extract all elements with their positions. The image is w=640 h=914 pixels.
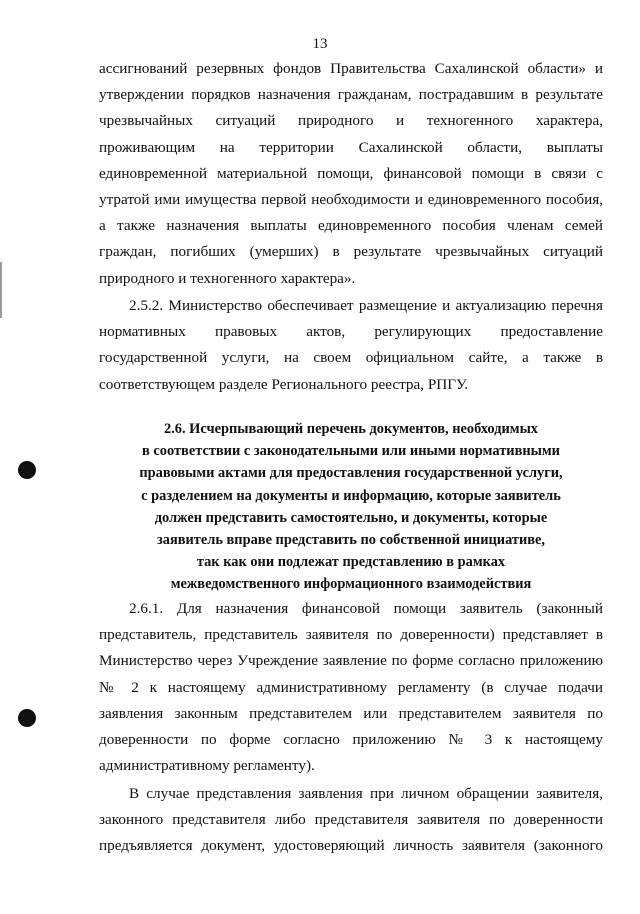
text-line: заявления законным представителем или представителем заявителя по	[99, 704, 603, 722]
heading-line: так как они подлежат представлению в рамках	[196, 554, 506, 571]
text-line: граждан, погибших (умерших) в результате чрезвычайных ситуаций	[99, 243, 603, 261]
text-line: ассигнований резервных фондов Правительства Сахалинской области» и	[99, 60, 603, 77]
text-line: а также назначения выплаты единовременного пособия членам семей	[99, 217, 603, 235]
text-line: утверждении порядков назначения гражданам, пострадавшим в результате	[99, 86, 603, 104]
punch-hole	[18, 709, 36, 727]
text-line: № 2 к настоящему административному регламенту (в случае подачи	[99, 678, 603, 696]
paragraph-2-6-1	[99, 596, 603, 779]
text-line: представитель, представитель заявителя по доверенности) представляет в	[99, 626, 603, 644]
paragraph-continued	[99, 56, 603, 292]
text-line: 2.5.2. Министерство обеспечивает размещение и актуализацию перечня	[129, 297, 603, 314]
heading-line: межведомственного информационного взаимодействия	[170, 576, 532, 593]
heading-line: в соответствии с законодательными или иными нормативными	[142, 443, 560, 460]
text-line: нормативных правовых актов, регулирующих предоставление	[99, 323, 603, 341]
text-line: административному регламенту).	[99, 757, 315, 775]
text-line: законного представителя либо представителя заявителя по доверенности	[99, 811, 603, 829]
punch-hole	[18, 461, 36, 479]
text-line: доверенности по форме согласно приложению № 3 к настоящему	[99, 730, 603, 748]
text-line: государственной услуги, на своем официальном сайте, а также в	[99, 349, 603, 367]
section-heading-2-6	[99, 418, 603, 596]
heading-line: заявитель вправе представить по собственной инициативе,	[156, 531, 546, 548]
text-line: чрезвычайных ситуаций природного и техногенного характера,	[99, 112, 603, 130]
heading-line: правовыми актами для предоставления государственной услуги,	[139, 465, 563, 482]
text-line: 2.6.1. Для назначения финансовой помощи заявитель (законный	[129, 600, 603, 617]
text-line: Министерство через Учреждение заявление по форме согласно приложению	[99, 652, 603, 670]
text-line: предъявляется документ, удостоверяющий личность заявителя (законного	[99, 837, 603, 855]
text-line: природного и техногенного характера».	[99, 269, 356, 287]
text-line: соответствующем разделе Регионального реестра, РПГУ.	[99, 375, 469, 393]
paragraph-personal-application	[99, 781, 603, 860]
page-number: 13	[312, 36, 328, 52]
scan-edge-mark	[0, 262, 2, 318]
heading-line: должен представить самостоятельно, и документы, которые	[154, 509, 548, 526]
text-line: утратой ими имущества первой необходимости и единовременного пособия,	[99, 190, 603, 208]
paragraph-2-5-2	[99, 293, 603, 398]
text-line: В случае представления заявления при личном обращении заявителя,	[129, 785, 603, 802]
heading-line: 2.6. Исчерпывающий перечень документов, необходимых	[164, 421, 538, 437]
text-line: проживающим на территории Сахалинской области, выплаты	[99, 138, 603, 156]
heading-line: с разделением на документы и информацию, которые заявитель	[141, 487, 561, 504]
text-line: единовременной материальной помощи, финансовой помощи в связи с	[99, 164, 603, 182]
